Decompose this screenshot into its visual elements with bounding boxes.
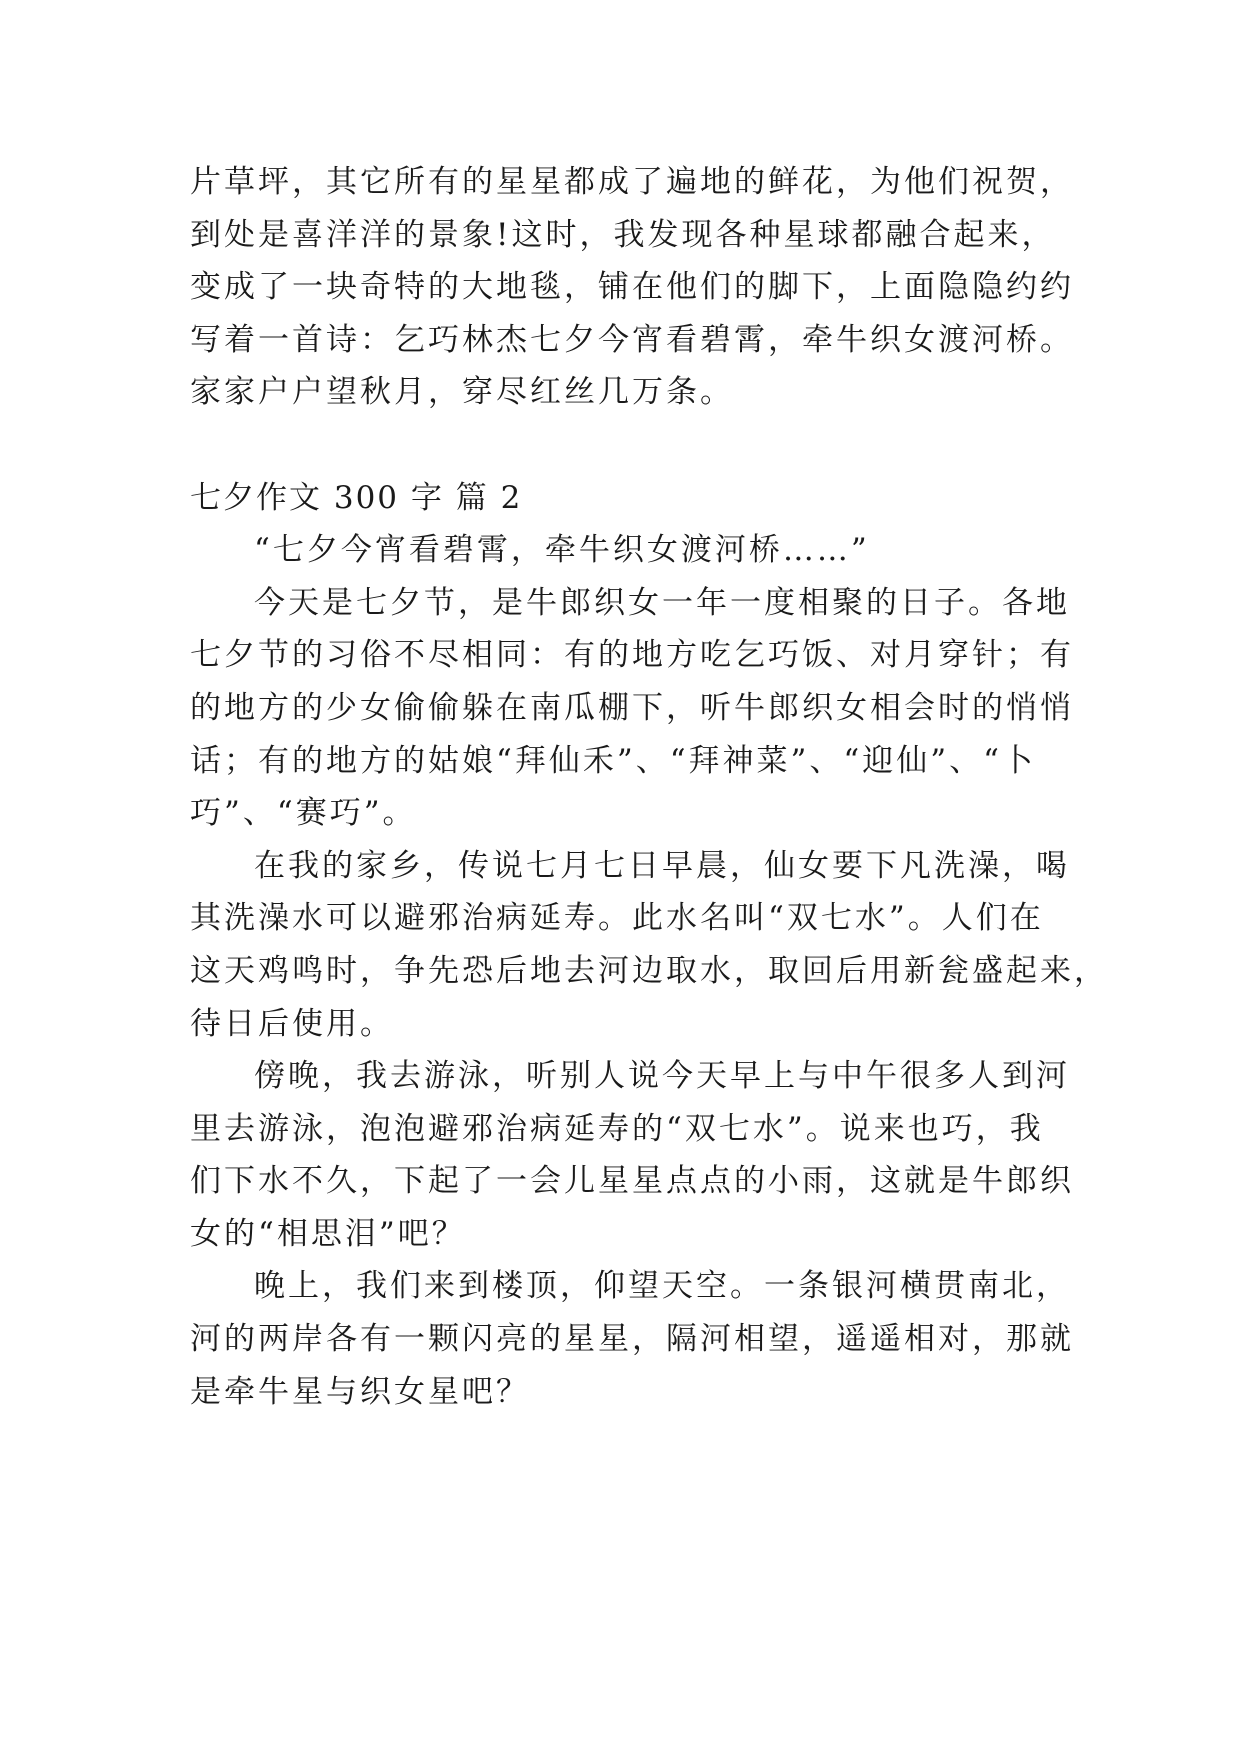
text-line: 傍晚，我去游泳，听别人说今天早上与中午很多人到河 — [254, 1058, 1070, 1095]
text-line: 晚上，我们来到楼顶，仰望天空。一条银河横贯南北， — [254, 1268, 1070, 1305]
text-line: 里去游泳，泡泡避邪治病延寿的“双七水”。说来也巧，我 — [190, 1110, 1044, 1147]
text-line: 们下水不久，下起了一会儿星星点点的小雨，这就是牛郎织 — [190, 1163, 1074, 1200]
text-line: 变成了一块奇特的大地毯，铺在他们的脚下，上面隐隐约约 — [190, 269, 1074, 306]
text-line: 这天鸡鸣时，争先恐后地去河边取水，取回后用新瓮盛起来， — [190, 952, 1108, 989]
blank-line — [190, 419, 1070, 472]
text-line: 的地方的少女偷偷躲在南瓜棚下，听牛郎织女相会时的悄悄 — [190, 689, 1074, 726]
document-body — [190, 156, 1108, 1418]
text-line: 是牵牛星与织女星吧？ — [190, 1373, 530, 1410]
paragraph — [190, 577, 1074, 840]
poem-quote: “七夕今宵看碧霄，牵牛织女渡河桥……” — [254, 532, 870, 569]
section-title: 七夕作文 300 字 篇 2 — [190, 479, 523, 516]
text-line: 七夕节的习俗不尽相同：有的地方吃乞巧饭、对月穿针；有 — [190, 637, 1074, 674]
paragraph — [190, 1050, 1074, 1260]
text-line: 待日后使用。 — [190, 1005, 394, 1042]
text-line: 写着一首诗：乞巧林杰七夕今宵看碧霄，牵牛织女渡河桥。 — [190, 321, 1074, 358]
paragraph — [190, 840, 1108, 1050]
text-line: 家家户户望秋月，穿尽红丝几万条。 — [190, 374, 734, 411]
text-line: 片草坪，其它所有的星星都成了遍地的鲜花，为他们祝贺， — [190, 164, 1074, 200]
text-line: 其洗澡水可以避邪治病延寿。此水名叫“双七水”。人们在 — [190, 900, 1044, 937]
text-line: 河的两岸各有一颗闪亮的星星，隔河相望，遥遥相对，那就 — [190, 1321, 1074, 1358]
text-line: 在我的家乡，传说七月七日早晨，仙女要下凡洗澡，喝 — [254, 847, 1070, 884]
paragraph — [190, 1260, 1074, 1418]
text-line: 巧”、“赛巧”。 — [190, 795, 417, 832]
text-line: 话；有的地方的姑娘“拜仙禾”、“拜神菜”、“迎仙”、“卜 — [190, 742, 1036, 779]
paragraph-continued — [190, 156, 1074, 419]
text-line: 今天是七夕节，是牛郎织女一年一度相聚的日子。各地 — [254, 584, 1070, 621]
text-line: 到处是喜洋洋的景象!这时，我发现各种星球都融合起来， — [190, 216, 1056, 253]
text-line: 女的“相思泪”吧？ — [190, 1215, 466, 1252]
